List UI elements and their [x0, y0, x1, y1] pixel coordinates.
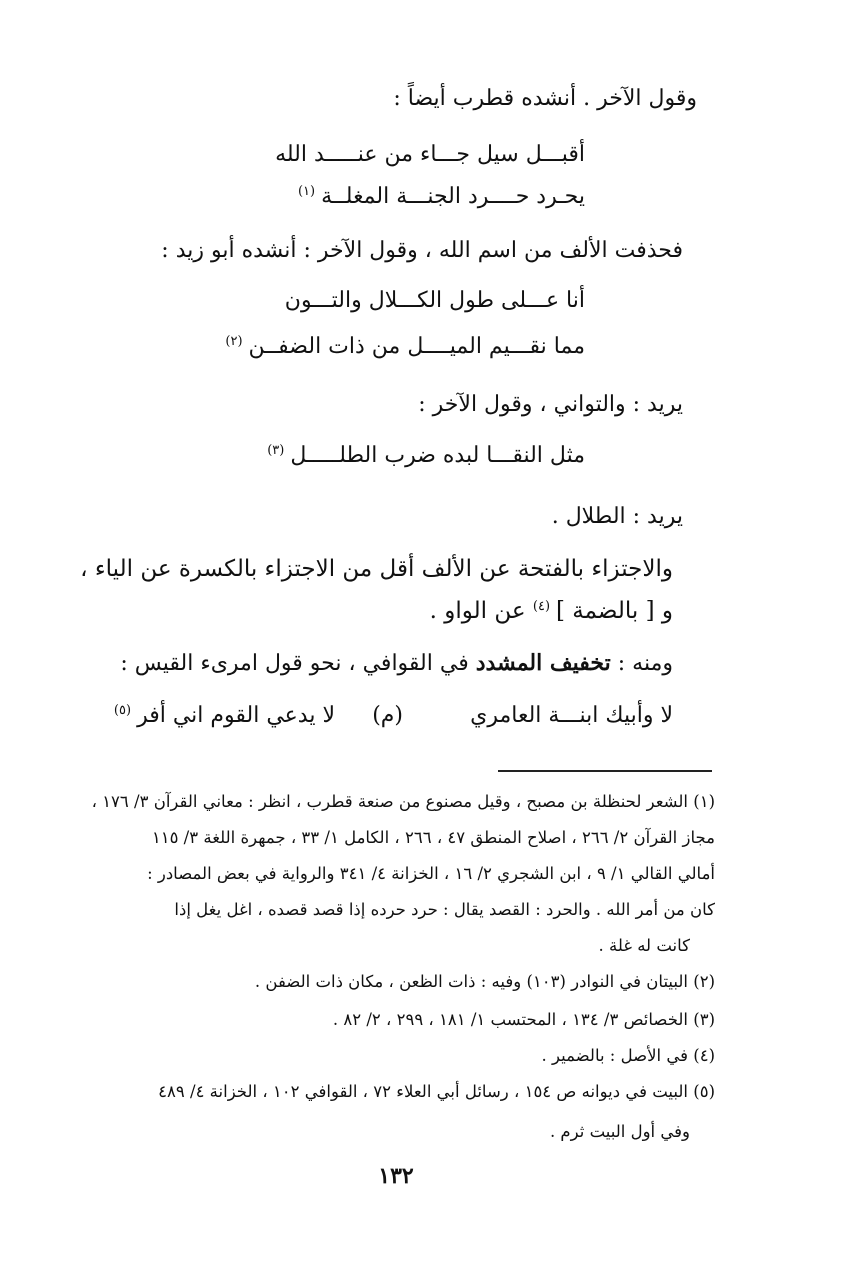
page-number: ١٣٢ — [378, 1163, 414, 1189]
text-line-6 — [430, 598, 673, 624]
text-line-2: فحذفت الألف من اسم الله ، وقول الآخر : أنشده أبو زيد : — [161, 238, 683, 263]
text-line-7-end: في القوافي ، نحو قول امرىء القيس : — [120, 651, 469, 676]
verse-2-first-hemistich: أنا عـــلى طول الكـــلال والتـــون — [284, 288, 585, 313]
text-line-7 — [120, 650, 673, 676]
footnote-5-line-1: (٥) البيت في ديوانه ص ١٥٤ ، رسائل أبي العلاء ٧٢ ، القوافي ١٠٢ ، الخزانة ٤/ ٤٨٩ — [158, 1082, 715, 1101]
verse-1-second-text: يحـرد حــــرد الجنـــة المغلــة — [321, 184, 585, 209]
bold-term: تخفيف المشدد — [475, 650, 611, 676]
verse-4-first-hemistich: لا وأبيك ابنـــة العامري — [470, 703, 673, 728]
footnote-5-line-2: وفي أول البيت ثرم . — [549, 1122, 690, 1141]
verse-4-second-text: لا يدعي القوم اني أفر — [137, 703, 335, 728]
verse-2-second-text: مما نقـــيم الميــــل من ذات الضفــن — [248, 334, 585, 359]
footnote-ref-5: (٥) — [113, 703, 132, 718]
footnote-1-line-2: مجاز القرآن ٢/ ٢٦٦ ، اصلاح المنطق ٤٧ ، ٢٦٦ ، الكامل ١/ ٣٣ ، جمهرة اللغة ٣/ ١١٥ — [151, 828, 715, 847]
text-line-6-end: عن الواو . — [429, 598, 526, 624]
verse-4-separator: (م) — [372, 703, 403, 728]
text-line-7-start: ومنه : — [617, 651, 673, 676]
footnote-separator — [498, 770, 712, 772]
footnote-ref-3: (٣) — [267, 443, 285, 458]
footnote-1-line-4: كان من أمر الله . والحرد : القصد يقال : حرد حرده إذا قصد قصده ، اغل يغل إذا — [174, 900, 715, 919]
footnote-1-line-1: (١) الشعر لحنظلة بن مصبح ، وقيل مصنوع من صنعة قطرب ، انظر : معاني القرآن ٣/ ١٧٦ ، — [91, 792, 715, 811]
text-line-3: يريد : والتواني ، وقول الآخر : — [418, 392, 683, 417]
footnote-4: (٤) في الأصل : بالضمير . — [541, 1046, 715, 1065]
footnote-2: (٢) البيتان في النوادر (١٠٣) وفيه : ذات الظعن ، مكان ذات الضفن . — [254, 972, 715, 991]
text-line-5: والاجتزاء بالفتحة عن الألف أقل من الاجتزاء بالكسرة عن الياء ، — [80, 556, 673, 582]
verse-1-second-hemistich — [298, 184, 585, 209]
footnote-ref-4: (٤) — [532, 599, 551, 614]
text-line-4: يريد : الطلال . — [551, 504, 683, 529]
verse-3 — [267, 443, 585, 468]
text-line-1: وقول الآخر . أنشده قطرب أيضاً : — [393, 86, 697, 111]
footnote-1-line-3: أمالي القالي ١/ ٩ ، ابن الشجري ٢/ ١٦ ، الخزانة ٤/ ٣٤١ والرواية في بعض المصادر : — [147, 864, 715, 883]
verse-3-text: مثل النقـــا لبده ضرب الطلـــــل — [290, 443, 585, 468]
verse-2-second-hemistich — [225, 334, 585, 359]
bracket-insertion: و [ بالضمة ] — [556, 598, 673, 624]
footnote-ref-2: (٢) — [225, 334, 243, 349]
verse-4-second-hemistich — [114, 703, 335, 728]
footnote-ref-1: (١) — [297, 184, 316, 199]
footnote-1-line-5: كانت له غلة . — [598, 936, 690, 955]
verse-1-first-hemistich: أقبـــل سيل جـــاء من عنـــــد الله — [275, 142, 585, 167]
footnote-3: (٣) الخصائص ٣/ ١٣٤ ، المحتسب ١/ ١٨١ ، ٢٩٩ ، ٢/ ٨٢ . — [332, 1010, 715, 1029]
